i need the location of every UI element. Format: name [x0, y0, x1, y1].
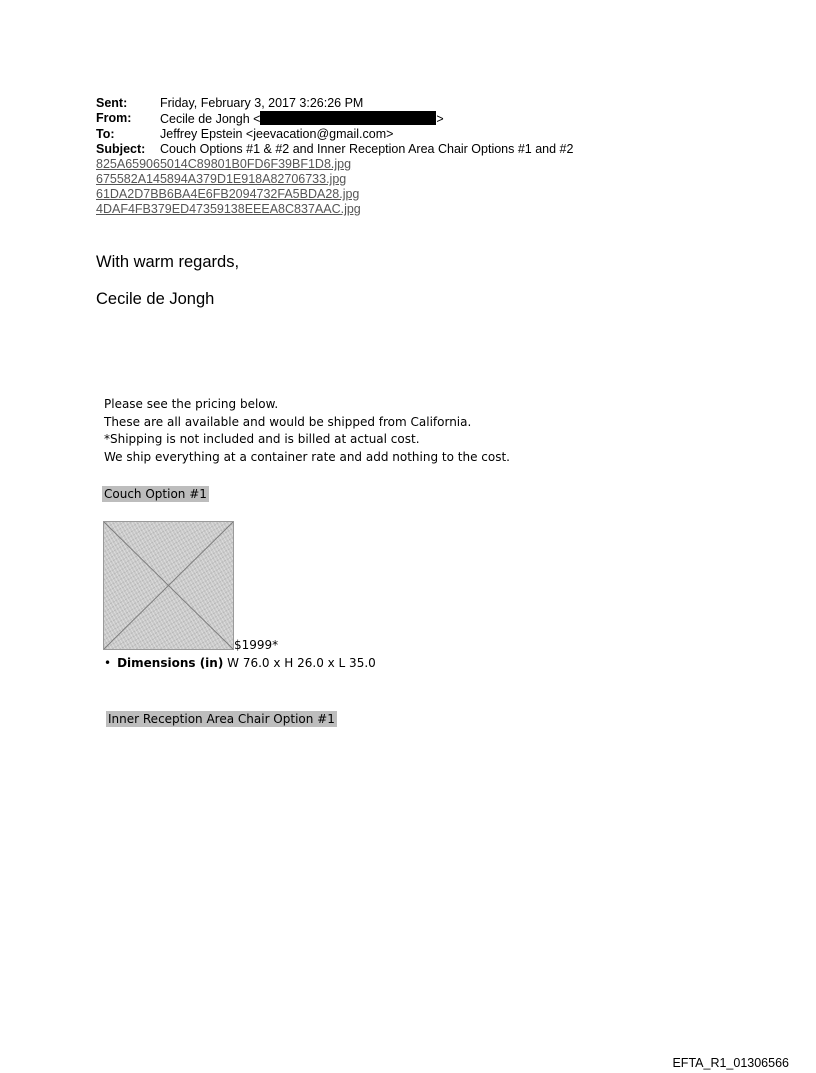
sent-label: Sent:: [96, 96, 128, 110]
email-header: [96, 96, 573, 157]
from-row: [96, 111, 573, 127]
redaction-bar: [260, 111, 436, 125]
couch-image-placeholder: [103, 521, 234, 650]
to-row: [96, 127, 573, 142]
subject-row: [96, 142, 573, 157]
attachment-link[interactable]: 61DA2D7BB6BA4E6FB2094732FA5BDA28.jpg: [96, 187, 360, 201]
signoff-regards: With warm regards,: [96, 253, 240, 271]
subject-value: Couch Options #1 & #2 and Inner Reception Area Chair Options #1 and #2: [160, 142, 574, 156]
attachment-link[interactable]: 825A659065014C89801B0FD6F39BF1D8.jpg: [96, 157, 352, 171]
attachment-link[interactable]: 675582A145894A379D1E918A82706733.jpg: [96, 172, 347, 186]
attachment-list: [96, 157, 361, 217]
from-label: From:: [96, 111, 132, 125]
dimensions-value: W 76.0 x H 26.0 x L 35.0: [223, 656, 376, 670]
signoff-name: Cecile de Jongh: [96, 290, 215, 308]
sent-row: [96, 96, 573, 111]
image-placeholder-cross-icon: [104, 522, 233, 649]
body-line: We ship everything at a container rate and add nothing to the cost.: [104, 449, 510, 464]
from-close: >: [436, 112, 444, 126]
attachment-link[interactable]: 4DAF4FB379ED47359138EEEA8C837AAC.jpg: [96, 202, 361, 216]
dimensions-label: Dimensions (in): [117, 656, 224, 670]
to-label: To:: [96, 127, 115, 141]
message-body: [104, 396, 510, 466]
body-line: Please see the pricing below.: [104, 397, 279, 411]
couch-option-heading: Couch Option #1: [104, 487, 207, 501]
subject-label: Subject:: [96, 142, 146, 156]
from-name: Cecile de Jongh <: [160, 112, 261, 126]
couch-price: $1999*: [234, 638, 279, 652]
document-id: EFTA_R1_01306566: [672, 1056, 789, 1070]
sent-value: Friday, February 3, 2017 3:26:26 PM: [160, 96, 364, 110]
bullet-icon: •: [104, 656, 112, 670]
chair-option-heading: Inner Reception Area Chair Option #1: [108, 712, 335, 726]
dimensions-bullet: [104, 656, 376, 670]
to-value: Jeffrey Epstein <jeevacation@gmail.com>: [160, 127, 394, 141]
body-line: These are all available and would be shipped from California.: [104, 414, 472, 429]
from-value: [160, 111, 444, 127]
body-line: *Shipping is not included and is billed at actual cost.: [104, 432, 420, 446]
